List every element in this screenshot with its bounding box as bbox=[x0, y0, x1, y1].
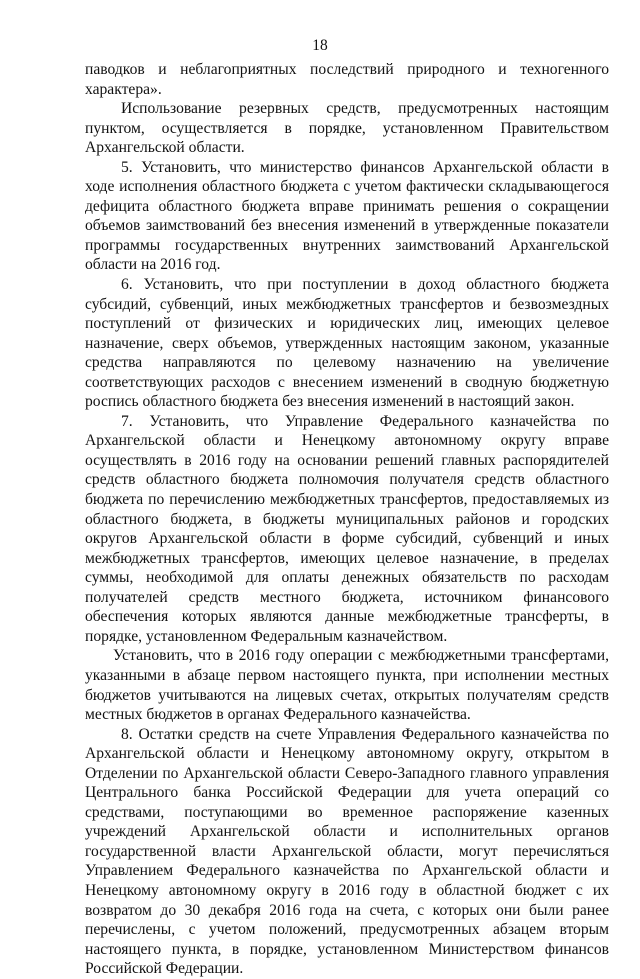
paragraph-item-5: 5. Установить, что министерство финансов Архангельской области в ходе исполнения областного бюджета с учетом фактически складывающегося дефицита областного бюджета вправе принимать решения о сокращении объемов заимствований без внесения изменений в утвержденные показатели программы государственных внутренних заимствований Архангельской области на 2016 год. bbox=[85, 158, 609, 274]
page-number: 18 bbox=[312, 37, 328, 54]
paragraph-continuation: паводков и неблагоприятных последствий природного и техногенного характера». bbox=[85, 61, 609, 98]
paragraph-item-7: 7. Установить, что Управление Федерального казначейства по Архангельской области и Ненецкому автономному округу вправе осуществлять в 2016 году на основании решений главных распорядителей средств областного бюджета полномочия получателя средств областного бюджета по перечислению межбюджетных трансфертов, предоставляемых из областного бюджета, в бюджеты муниципальных районов и городских округов Архангельской области в форме субсидий, субвенций и иных межбюджетных трансфертов, имеющих целевое назначение, в пределах суммы, необходимой для оплаты денежных обязательств по расходам получателей средств местного бюджета, источником финансового обеспечения которых являются данные межбюджетные трансферты, в порядке, установленном Федеральным казначейством. bbox=[85, 412, 609, 645]
paragraph-item-7-continued: Установить, что в 2016 году операции с межбюджетными трансфертами, указанными в абзаце первом настоящего пункта, при исполнении местных бюджетов учитываются на лицевых счетах, открытых получателям средств местных бюджетов в органах Федерального казначейства. bbox=[85, 647, 609, 724]
paragraph-reserve-funds: Использование резервных средств, предусмотренных настоящим пунктом, осуществляется в порядке, установленном Правительством Архангельской области. bbox=[85, 100, 609, 157]
paragraph-item-6: 6. Установить, что при поступлении в доход областного бюджета субсидий, субвенций, иных межбюджетных трансфертов и безвозмездных поступлений от физических и юридических лиц, имеющих целевое назначение, сверх объемов, утвержденных настоящим законом, указанные средства направляются по целевому назначению на увеличение соответствующих расходов с внесением изменений в сводную бюджетную роспись областного бюджета без внесения изменений в настоящий закон. bbox=[85, 276, 609, 411]
paragraph-item-8: 8. Остатки средств на счете Управления Федерального казначейства по Архангельской области и Ненецкому автономному округу, открытом в Отделении по Архангельской области Северо-Западного главного управления Центрального банка Российской Федерации для учета операций со средствами, поступающими во временное распоряжение казенных учреждений Архангельской области и исполнительных органов государственной власти Архангельской области, могут перечисляться Управлением Федерального казначейства по Архангельской области и Ненецкому автономному округу в 2016 году в областной бюджет с их возвратом до 30 декабря 2016 года на счета, с которых они были ранее перечислены, с учетом положений, предусмотренных абзацем вторым настоящего пункта, в порядке, установленном Министерством финансов Российской Федерации. bbox=[85, 725, 609, 978]
document-body bbox=[85, 60, 609, 979]
